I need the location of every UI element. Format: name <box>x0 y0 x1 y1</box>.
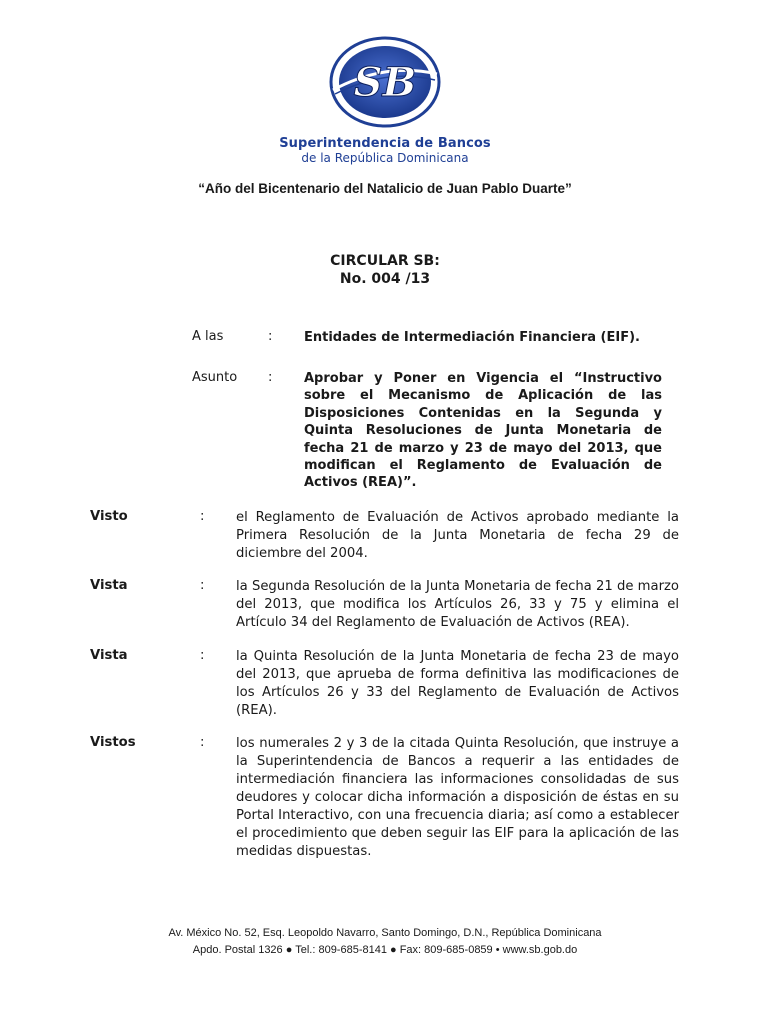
letterhead <box>0 32 770 165</box>
section-colon: : <box>200 578 205 593</box>
circular-title <box>0 252 770 288</box>
section-text: la Segunda Resolución de la Junta Monetaria de fecha 21 de marzo del 2013, que modifica los Artículos 26, 33 y 75 y elimina el Artículo 34 del Reglamento de Evaluación de Activos (REA). <box>236 579 679 630</box>
section-label: Vista <box>90 578 128 593</box>
subject-colon: : <box>268 370 273 385</box>
subject-value: Aprobar y Poner en Vigencia el “Instructivo sobre el Mecanismo de Aplicación de las Disposiciones Contenidas en la Segunda y Quinta Resoluciones de Junta Monetaria de fecha 21 de marzo y 23 de mayo del 2013, que modifican el Reglamento de Evaluación de Activos (REA)”. <box>304 371 662 491</box>
addressee-value: Entidades de Intermediación Financiera (EIF). <box>304 330 640 345</box>
addressee-label: A las <box>192 329 224 344</box>
sb-logo-icon <box>325 32 445 132</box>
section-colon: : <box>200 509 205 524</box>
section-label: Vista <box>90 648 128 663</box>
motto: “Año del Bicentenario del Natalicio de Juan Pablo Duarte” <box>198 181 572 196</box>
section-text: el Reglamento de Evaluación de Activos aprobado mediante la Primera Resolución de la Junta Monetaria de fecha 29 de diciembre del 2004. <box>236 510 679 561</box>
circular-line-2: No. 004 /13 <box>339 271 431 287</box>
svg-text:SB: SB <box>353 59 417 106</box>
section-label: Visto <box>90 509 128 524</box>
footer-contact: Apdo. Postal 1326 ● Tel.: 809-685-8141 ● Fax: 809-685-0859 • www.sb.gob.do <box>192 944 578 956</box>
section-label: Vistos <box>90 735 136 750</box>
section-text: los numerales 2 y 3 de la citada Quinta Resolución, que instruye a la Superintendencia de Bancos a requerir a las entidades de intermediación financiera las informaciones consolidadas de sus deudores y colocar dicha información a disposición de éstas en su Portal Interactivo, con una frecuencia diaria; así como a establecer el procedimiento que deben seguir las EIF para la aplicación de las medidas dispuestas. <box>236 736 679 859</box>
footer <box>0 925 770 959</box>
section-colon: : <box>200 735 205 750</box>
org-subtitle: de la República Dominicana <box>301 151 469 165</box>
addressee-colon: : <box>268 329 273 344</box>
footer-address: Av. México No. 52, Esq. Leopoldo Navarro, Santo Domingo, D.N., República Dominicana <box>168 927 602 939</box>
section-colon: : <box>200 648 205 663</box>
org-name: Superintendencia de Bancos <box>279 136 491 151</box>
section-text: la Quinta Resolución de la Junta Monetaria de fecha 23 de mayo del 2013, que aprueba de forma definitiva las modificaciones de los Artículos 26 y 33 del Reglamento de Evaluación de Activos (REA). <box>236 649 679 718</box>
circular-line-1: CIRCULAR SB: <box>330 253 440 269</box>
subject-label: Asunto <box>192 370 238 385</box>
